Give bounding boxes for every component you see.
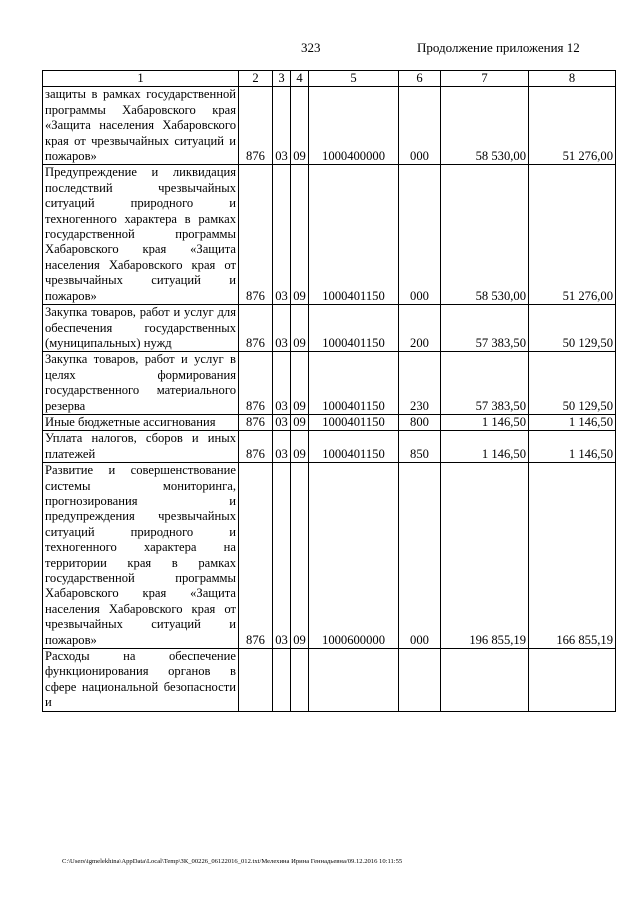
admin-code-cell: 876 <box>239 352 273 415</box>
section-cell: 03 <box>273 87 291 165</box>
amount-2017-cell: 196 855,19 <box>441 463 529 649</box>
column-header: 5 <box>309 71 399 87</box>
budget-table <box>42 70 616 712</box>
expense-type-cell: 230 <box>399 352 441 415</box>
admin-code-cell: 876 <box>239 431 273 463</box>
table-row <box>43 352 616 415</box>
column-header: 2 <box>239 71 273 87</box>
page-number: 323 <box>301 40 321 55</box>
admin-code-cell: 876 <box>239 305 273 352</box>
target-article-cell <box>309 649 399 712</box>
column-header: 6 <box>399 71 441 87</box>
amount-2017-cell: 1 146,50 <box>441 414 529 430</box>
amount-2017-cell <box>441 649 529 712</box>
expense-type-cell: 800 <box>399 414 441 430</box>
row-name-cell: Уплата налогов, сборов и иных платежей <box>43 431 239 463</box>
target-article-cell: 1000401150 <box>309 305 399 352</box>
admin-code-cell: 876 <box>239 414 273 430</box>
amount-2018-cell: 51 276,00 <box>529 165 616 305</box>
expense-type-cell: 000 <box>399 165 441 305</box>
row-name-cell: Предупреждение и ликвидация последствий чрезвычайных ситуаций природного и техногенного характера в рамках государственной программы Хабаровского края «Защита населения Хабаровского края от чрезвычайных ситуаций и пожаров» <box>43 165 239 305</box>
subsection-cell: 09 <box>291 165 309 305</box>
amount-2018-cell: 1 146,50 <box>529 431 616 463</box>
subsection-cell: 09 <box>291 431 309 463</box>
amount-2018-cell: 50 129,50 <box>529 305 616 352</box>
table-row <box>43 165 616 305</box>
section-cell: 03 <box>273 463 291 649</box>
target-article-cell: 1000401150 <box>309 352 399 415</box>
amount-2017-cell: 57 383,50 <box>441 305 529 352</box>
section-cell: 03 <box>273 165 291 305</box>
appendix-continuation-title: Продолжение приложения 12 <box>417 40 580 55</box>
section-cell: 03 <box>273 305 291 352</box>
row-name-cell: Закупка товаров, работ и услуг для обеспечения государственных (муниципальных) нужд <box>43 305 239 352</box>
amount-2018-cell: 50 129,50 <box>529 352 616 415</box>
table-row <box>43 305 616 352</box>
target-article-cell: 1000400000 <box>309 87 399 165</box>
amount-2017-cell: 58 530,00 <box>441 165 529 305</box>
amount-2018-cell: 166 855,19 <box>529 463 616 649</box>
column-header: 8 <box>529 71 616 87</box>
admin-code-cell: 876 <box>239 87 273 165</box>
section-cell: 03 <box>273 414 291 430</box>
expense-type-cell: 200 <box>399 305 441 352</box>
table-row <box>43 463 616 649</box>
subsection-cell: 09 <box>291 463 309 649</box>
table-row <box>43 414 616 430</box>
section-cell: 03 <box>273 352 291 415</box>
table-row <box>43 431 616 463</box>
expense-type-cell: 000 <box>399 463 441 649</box>
subsection-cell: 09 <box>291 87 309 165</box>
row-name-cell: Расходы на обеспечение функционирования органов в сфере национальной безопасности и <box>43 649 239 712</box>
admin-code-cell <box>239 649 273 712</box>
amount-2018-cell: 51 276,00 <box>529 87 616 165</box>
amount-2018-cell: 1 146,50 <box>529 414 616 430</box>
expense-type-cell: 000 <box>399 87 441 165</box>
column-header: 7 <box>441 71 529 87</box>
row-name-cell: защиты в рамках государственной программы Хабаровского края «Защита населения Хабаровского края от чрезвычайных ситуаций и пожаров» <box>43 87 239 165</box>
column-header: 1 <box>43 71 239 87</box>
target-article-cell: 1000600000 <box>309 463 399 649</box>
target-article-cell: 1000401150 <box>309 165 399 305</box>
target-article-cell: 1000401150 <box>309 414 399 430</box>
subsection-cell: 09 <box>291 305 309 352</box>
table-row <box>43 649 616 712</box>
document-footer-path: C:\Users\igmelekhina\AppData\Local\Temp\ЗК_00226_06122016_012.txt/Мелехина Ирина Геннадьевна/09.12.2016 10:11:55 <box>62 858 403 865</box>
subsection-cell: 09 <box>291 414 309 430</box>
row-name-cell: Закупка товаров, работ и услуг в целях формирования государственного материального резерва <box>43 352 239 415</box>
expense-type-cell: 850 <box>399 431 441 463</box>
column-header: 3 <box>273 71 291 87</box>
subsection-cell: 09 <box>291 352 309 415</box>
section-cell: 03 <box>273 431 291 463</box>
target-article-cell: 1000401150 <box>309 431 399 463</box>
row-name-cell: Иные бюджетные ассигнования <box>43 414 239 430</box>
amount-2017-cell: 57 383,50 <box>441 352 529 415</box>
column-header: 4 <box>291 71 309 87</box>
amount-2017-cell: 1 146,50 <box>441 431 529 463</box>
subsection-cell <box>291 649 309 712</box>
admin-code-cell: 876 <box>239 165 273 305</box>
table-row <box>43 87 616 165</box>
admin-code-cell: 876 <box>239 463 273 649</box>
row-name-cell: Развитие и совершенствование системы мониторинга, прогнозирования и предупреждения чрезвычайных ситуаций природного и техногенного характера на территории края в рамках государственной программы Хабаровского края «Защита населения Хабаровского края от чрезвычайных ситуаций и пожаров» <box>43 463 239 649</box>
amount-2018-cell <box>529 649 616 712</box>
column-header-row <box>43 71 616 87</box>
amount-2017-cell: 58 530,00 <box>441 87 529 165</box>
expense-type-cell <box>399 649 441 712</box>
section-cell <box>273 649 291 712</box>
